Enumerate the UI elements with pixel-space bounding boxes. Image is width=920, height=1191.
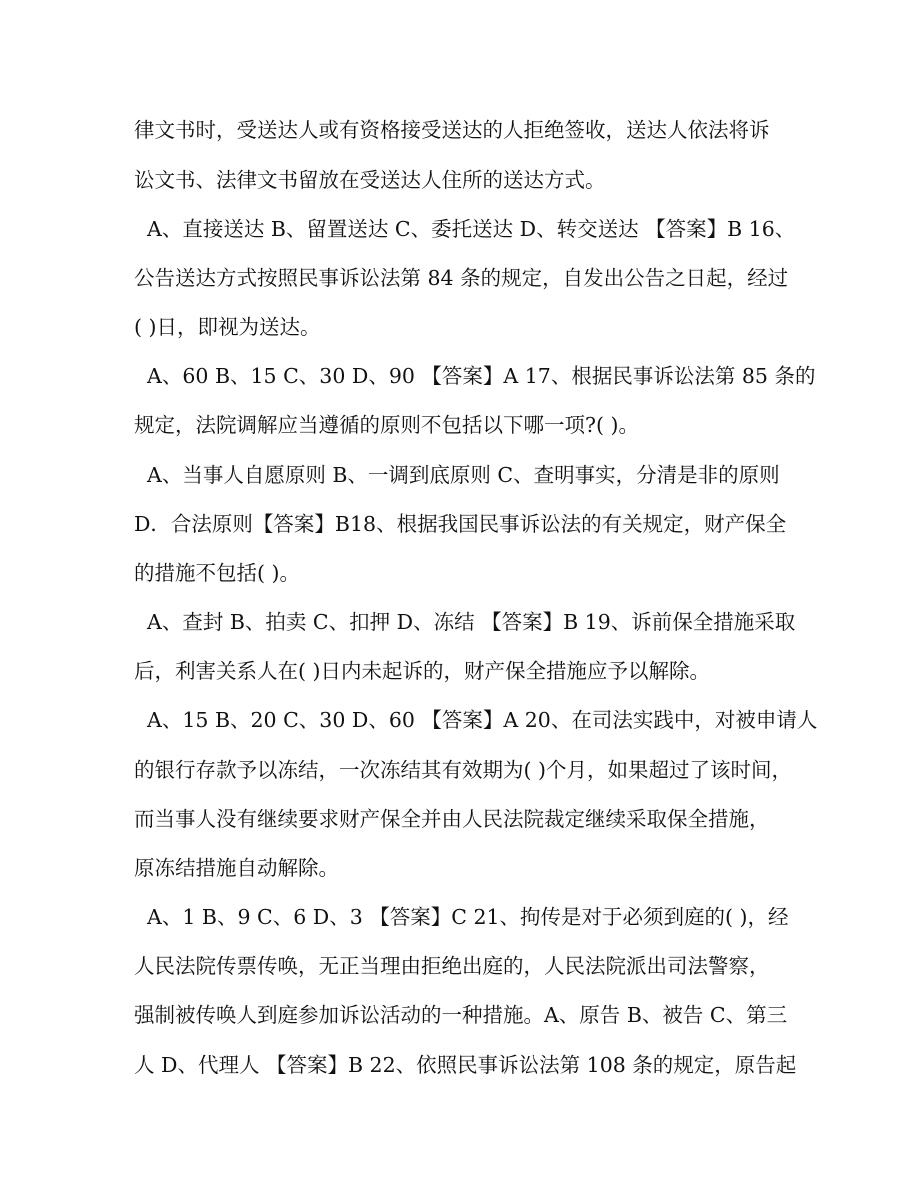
text-line-7: 规定，法院调解应当遵循的原则不包括以下哪一项?( )。 — [134, 413, 640, 437]
text-line-10: 的措施不包括( )。 — [134, 561, 301, 585]
text-line-3: A、直接送达 B、留置送达 C、委托送达 D、转交送达 【答案】B 16、 — [134, 217, 796, 241]
text-line-16: 原冻结措施自动解除。 — [134, 856, 339, 880]
text-line-17: A、1 B、9 C、6 D、3 【答案】C 21、拘传是对于必须到庭的( )，经 — [134, 905, 789, 929]
text-line-15: 而当事人没有继续要求财产保全并由人民法院裁定继续采取保全措施， — [134, 807, 770, 831]
text-line-6: A、60 B、15 C、30 D、90 【答案】A 17、根据民事诉讼法第 85 条的 — [134, 364, 816, 388]
text-line-1: 律文书时，受送达人或有资格接受送达的人拒绝签收，送达人依法将诉 — [134, 118, 770, 142]
text-line-12: 后，利害关系人在( )日内未起诉的，财产保全措施应予以解除。 — [134, 659, 711, 683]
text-line-4: 公告送达方式按照民事诉讼法第 84 条的规定，自发出公告之日起，经过 — [134, 266, 789, 290]
text-line-9: D．合法原则【答案】B18、根据我国民事诉讼法的有关规定，财产保全 — [134, 512, 787, 536]
text-line-18: 人民法院传票传唤，无正当理由拒绝出庭的，人民法院派出司法警察， — [134, 954, 770, 978]
text-line-14: 的银行存款予以冻结，一次冻结其有效期为( )个月，如果超过了该时间， — [134, 758, 793, 782]
text-line-8: A、当事人自愿原则 B、一调到底原则 C、查明事实，分清是非的原则 — [134, 463, 780, 487]
text-line-2: 讼文书、法律文书留放在受送达人住所的送达方式。 — [134, 168, 606, 192]
text-line-5: ( )日，即视为送达。 — [134, 315, 321, 339]
text-line-19: 强制被传唤人到庭参加诉讼活动的一种措施。A、原告 B、被告 C、第三 — [134, 1003, 788, 1027]
text-line-20: 人 D、代理人 【答案】B 22、依照民事诉讼法第 108 条的规定，原告起 — [134, 1053, 797, 1077]
text-line-11: A、查封 B、拍卖 C、扣押 D、冻结 【答案】B 19、诉前保全措施采取 — [134, 610, 796, 634]
text-line-13: A、15 B、20 C、30 D、60 【答案】A 20、在司法实践中，对被申请人 — [134, 708, 818, 732]
